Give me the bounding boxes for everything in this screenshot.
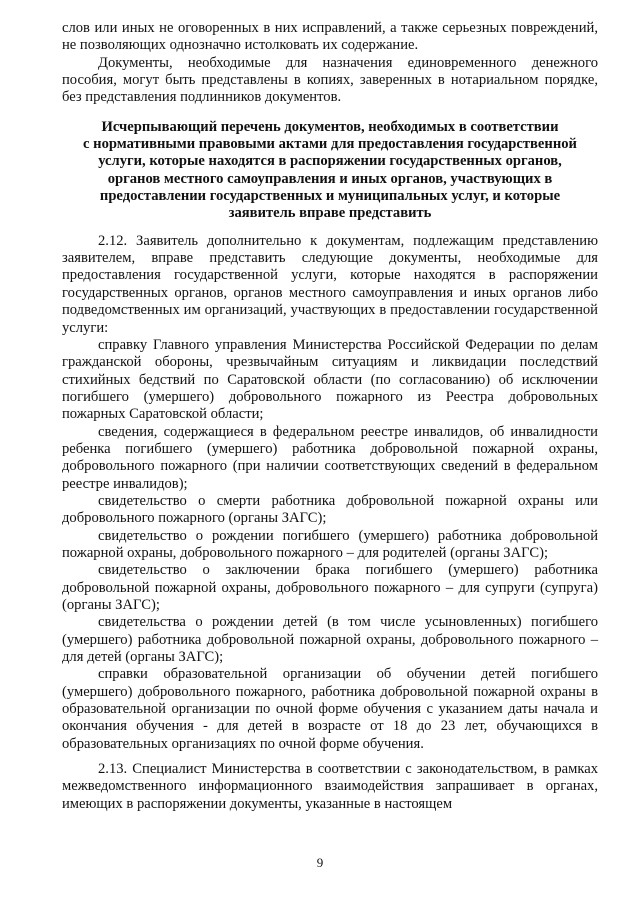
list-item: справки образовательной организации об обучении детей погибшего (умершего) добровольного пожарного, работника добровольной пожарной охраны в образовательной организации по очной форме обучения с указанием даты начала и окончания обучения - для детей в возрасте от 18 до 23 лет, обучающихся в образовательных организациях по очной форме обучения. <box>62 666 598 752</box>
heading-line: предоставлении государственных и муниципальных услуг, и которые <box>99 188 561 205</box>
list-item: свидетельство о заключении брака погибшего (умершего) работника добровольной пожарной охраны, добровольного пожарного – для супруги (супруга) (органы ЗАГС); <box>62 562 598 613</box>
heading-line: с нормативными правовыми актами для предоставления государственной <box>83 136 577 153</box>
list-item: свидетельство о смерти работника добровольной пожарной охраны или добровольного пожарного (органы ЗАГС); <box>62 492 598 527</box>
heading-line: заявитель вправе представить <box>228 205 432 222</box>
list-item: сведения, содержащиеся в федеральном реестре инвалидов, об инвалидности ребенка погибшего (умершего) работника добровольной пожарной охраны, добровольного пожарного (при наличии соответствующих сведений в федеральном реестре инвалидов); <box>62 423 598 492</box>
section-2-12-lead: 2.12. Заявитель дополнительно к документам, подлежащим представлению заявителем, вправе представить следующие документы, необходимые для предоставления государственной услуги, которые находятся в распоряжении государственных органов, органов местного самоуправления и иных органов либо подведомственных им организаций, участвующих в предоставлении государственной услуги: <box>62 232 598 336</box>
list-item: свидетельства о рождении детей (в том числе усыновленных) погибшего (умершего) работника добровольной пожарной охраны, добровольного пожарного – для детей (органы ЗАГС); <box>62 614 598 666</box>
document-page <box>62 20 598 813</box>
heading-line: органов местного самоуправления и иных органов, участвующих в <box>107 170 553 187</box>
copies-note-paragraph: Документы, необходимые для назначения единовременного денежного пособия, могут быть представлены в копиях, заверенных в нотариальном порядке, без представления подлинников документов. <box>62 54 598 106</box>
section-heading <box>62 119 598 223</box>
page-number: 9 <box>316 855 324 870</box>
list-item: справку Главного управления Министерства Российской Федерации по делам гражданской обороны, чрезвычайным ситуациям и ликвидации последствий стихийных бедствий по Саратовской области (по согласованию) об исключении погибшего (умершего) добровольного пожарного из Реестра добровольных пожарных Саратовской области; <box>62 336 598 423</box>
heading-line: услуги, которые находятся в распоряжении государственных органов, <box>98 153 562 170</box>
heading-line: Исчерпывающий перечень документов, необходимых в соответствии <box>101 118 559 135</box>
continuation-paragraph: слов или иных не оговоренных в них исправлений, а также серьезных повреждений, не позволяющих однозначно истолковать их содержание. <box>62 20 598 54</box>
section-2-13-lead: 2.13. Специалист Министерства в соответствии с законодательством, в рамках межведомственного информационного взаимодействия запрашивает в органах, имеющих в распоряжении документы, указанные в настоящем <box>62 761 598 812</box>
list-item: свидетельство о рождении погибшего (умершего) работника добровольной пожарной охраны, добровольного пожарного – для родителей (органы ЗАГС); <box>62 527 598 561</box>
